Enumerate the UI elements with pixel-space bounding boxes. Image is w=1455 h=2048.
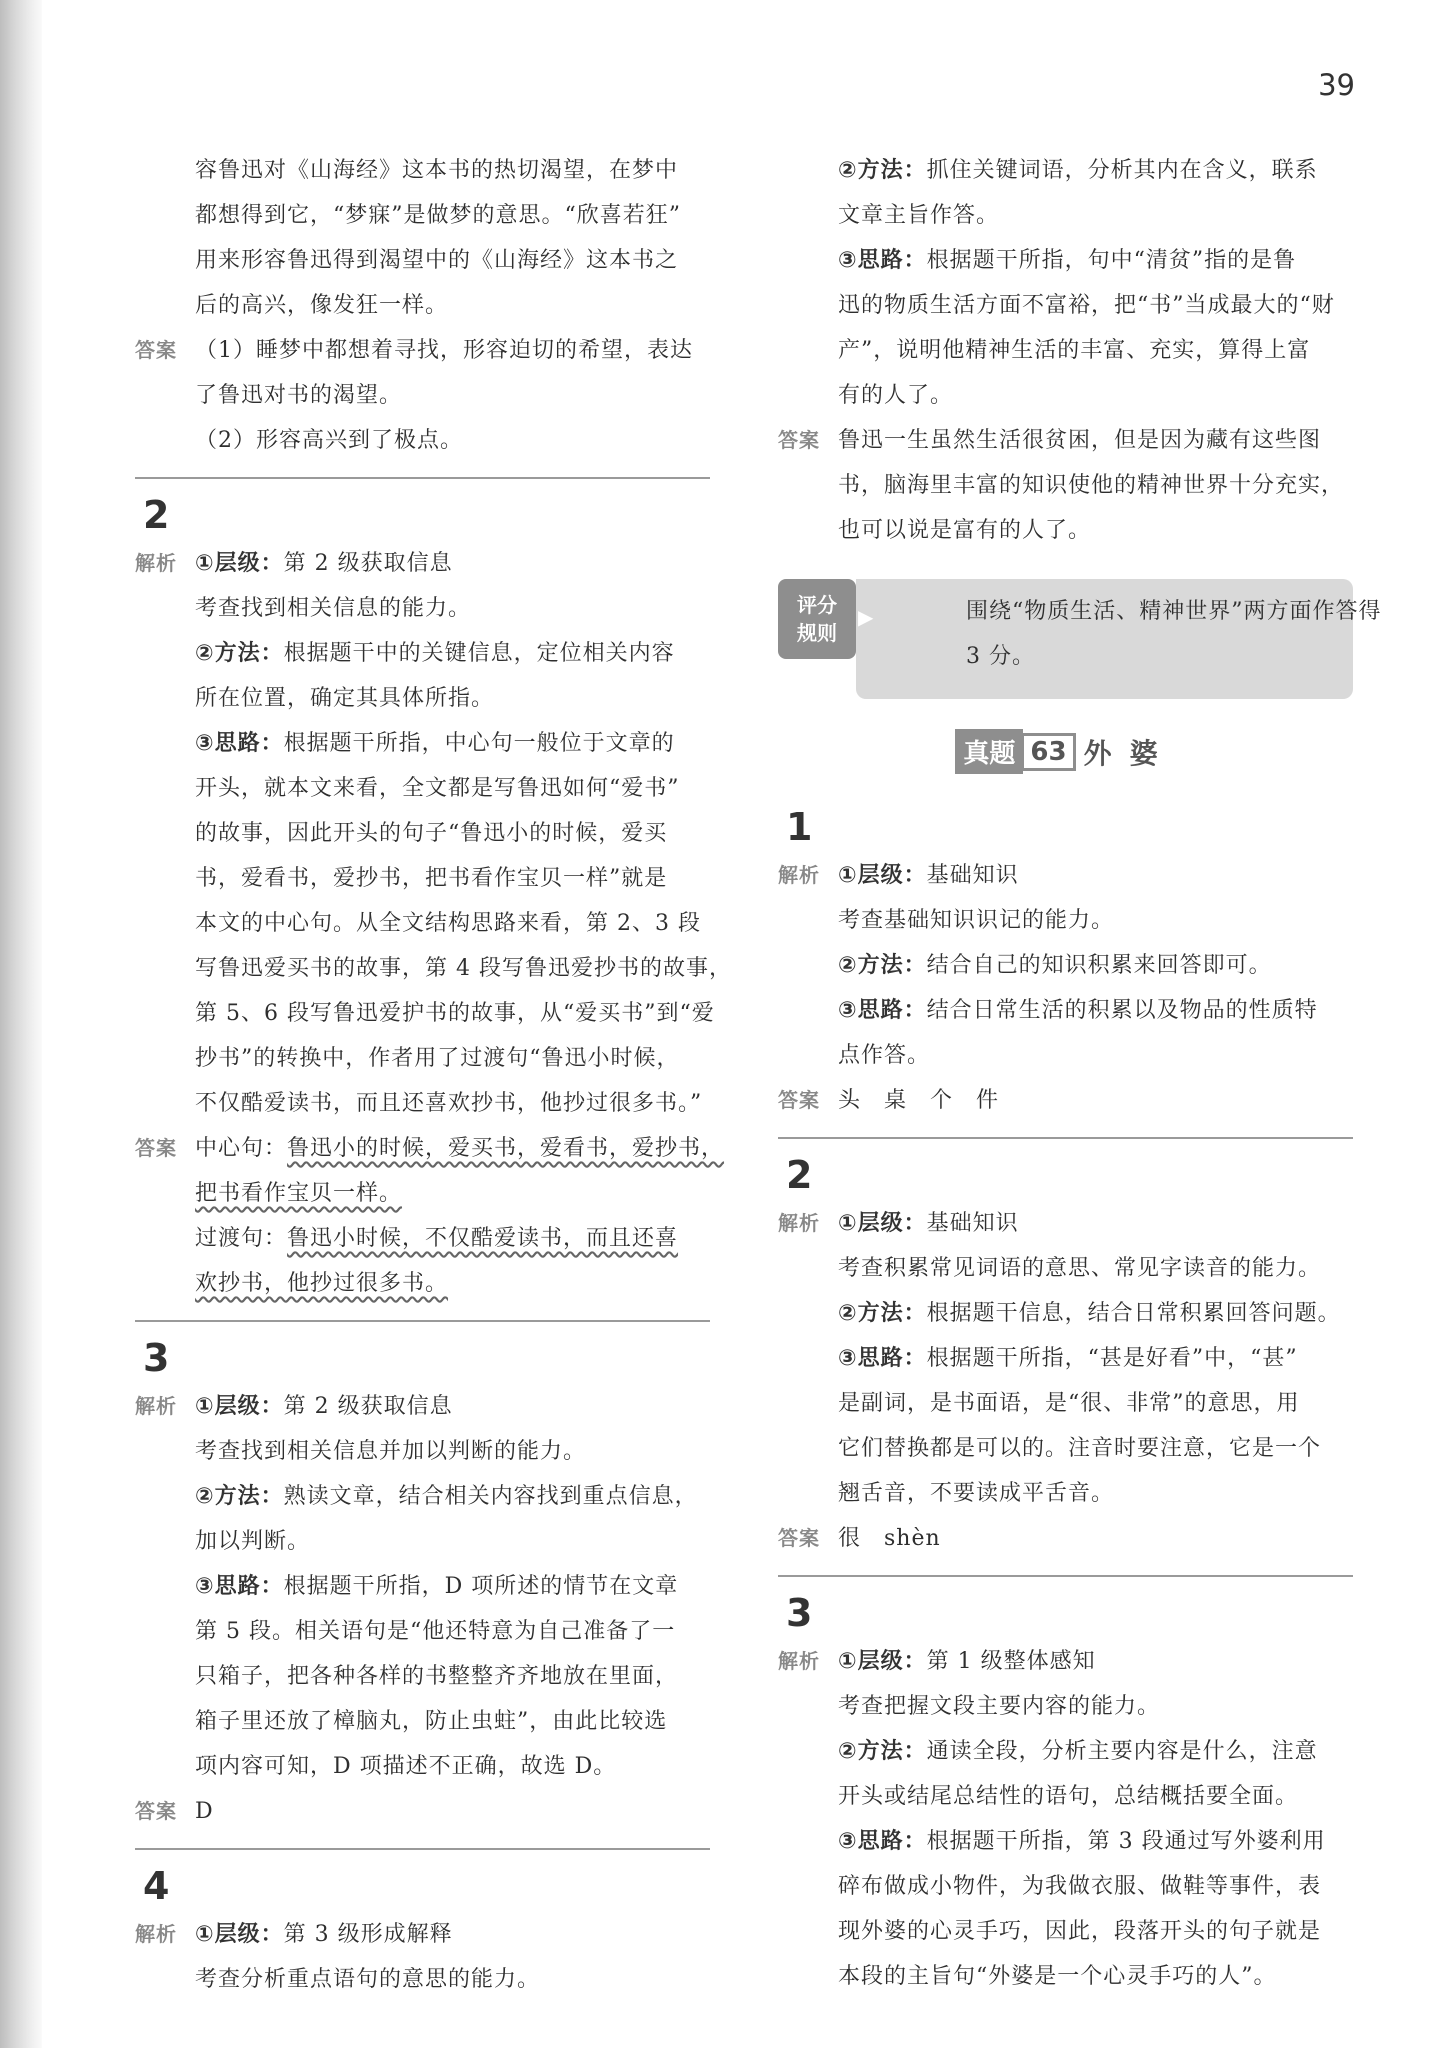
idea-line: 是副词，是书面语，是“很、非常”的意思，用 bbox=[838, 1391, 1300, 1416]
section-divider bbox=[135, 1848, 710, 1850]
answer-line: 答案 很 shèn bbox=[778, 1516, 1353, 1561]
method-line: ②方法：根据题干中的关键信息，定位相关内容 bbox=[195, 641, 675, 666]
idea-line: 写鲁迅爱买书的故事，第 4 段写鲁迅爱抄书的故事， bbox=[195, 956, 732, 981]
method-line: ②方法：根据题干信息，结合日常积累回答问题。 bbox=[838, 1301, 1341, 1326]
section-divider bbox=[135, 1320, 710, 1322]
idea-line: ③思路：根据题干所指，第 3 段通过写外婆利用 bbox=[838, 1829, 1326, 1854]
section-divider bbox=[778, 1575, 1353, 1577]
question-number: 2 bbox=[786, 1153, 813, 1197]
method-line: ②方法：熟读文章，结合相关内容找到重点信息， bbox=[195, 1484, 698, 1509]
exam-number: 63 bbox=[1021, 733, 1075, 771]
idea-line: 翘舌音，不要读成平舌音。 bbox=[838, 1481, 1115, 1506]
analysis-label: 解析 bbox=[135, 1394, 177, 1418]
scoring-rule-line: 3 分。 bbox=[966, 644, 1035, 669]
section-divider bbox=[135, 477, 710, 479]
idea-line: 有的人了。 bbox=[838, 383, 954, 408]
analysis-level: 解析 ①层级：基础知识 bbox=[778, 1201, 1353, 1246]
answer-label: 答案 bbox=[778, 428, 820, 452]
answer-label: 答案 bbox=[135, 1799, 177, 1823]
answer-label: 答案 bbox=[778, 1088, 820, 1112]
level-desc: 考查把握文段主要内容的能力。 bbox=[838, 1694, 1161, 1719]
idea-line: 书，爱看书，爱抄书，把书看作宝贝一样”就是 bbox=[195, 866, 668, 891]
idea-line: 本文的中心句。从全文结构思路来看，第 2、3 段 bbox=[195, 911, 701, 936]
analysis-label: 解析 bbox=[778, 1211, 820, 1235]
level-desc: 考查基础知识识记的能力。 bbox=[838, 908, 1115, 933]
method-line: 加以判断。 bbox=[195, 1529, 311, 1554]
question-number: 1 bbox=[786, 805, 813, 849]
analysis-level: 解析 ①层级：第 3 级形成解释 bbox=[135, 1912, 710, 1957]
method-line: ②方法：抓住关键词语，分析其内在含义，联系 bbox=[838, 158, 1318, 183]
page-number: 39 bbox=[1318, 68, 1355, 102]
idea-line: ③思路：结合日常生活的积累以及物品的性质特 bbox=[838, 998, 1318, 1023]
scoring-rule-line: 围绕“物质生活、精神世界”两方面作答得 bbox=[966, 599, 1382, 624]
idea-line: 碎布做成小物件，为我做衣服、做鞋等事件，表 bbox=[838, 1874, 1322, 1899]
idea-line: ③思路：根据题干所指，句中“清贫”指的是鲁 bbox=[838, 248, 1297, 273]
scoring-rule-text bbox=[966, 589, 1382, 679]
scoring-rule-label-1: 评分 bbox=[797, 593, 837, 617]
answer-label: 答案 bbox=[135, 1136, 177, 1160]
intro-line: 用来形容鲁迅得到渴望中的《山海经》这本书之 bbox=[195, 248, 679, 273]
intro-line: 容鲁迅对《山海经》这本书的热切渴望，在梦中 bbox=[195, 158, 679, 183]
method-line: 所在位置，确定其具体所指。 bbox=[195, 686, 495, 711]
idea-line: 迅的物质生活方面不富裕，把“书”当成最大的“财 bbox=[838, 293, 1335, 318]
left-column bbox=[135, 148, 732, 2002]
book-spine-shadow bbox=[0, 0, 42, 2048]
method-line: ②方法：结合自己的知识积累来回答即可。 bbox=[838, 953, 1272, 978]
intro-line: 后的高兴，像发狂一样。 bbox=[195, 293, 449, 318]
idea-line: 只箱子，把各种各样的书整整齐齐地放在里面， bbox=[195, 1664, 679, 1689]
intro-line: 都想得到它，“梦寐”是做梦的意思。“欣喜若狂” bbox=[195, 203, 681, 228]
level-desc: 考查找到相关信息并加以判断的能力。 bbox=[195, 1439, 587, 1464]
idea-line: 第 5、6 段写鲁迅爱护书的故事，从“爱买书”到“爱 bbox=[195, 1001, 715, 1026]
idea-line: 现外婆的心灵手巧，因此，段落开头的句子就是 bbox=[838, 1919, 1322, 1944]
level-desc: 考查积累常见词语的意思、常见字读音的能力。 bbox=[838, 1256, 1322, 1281]
answer-line: 书，脑海里丰富的知识使他的精神世界十分充实， bbox=[838, 473, 1345, 498]
question-number: 3 bbox=[786, 1591, 813, 1635]
answer-line: 答案 头 桌 个 件 bbox=[778, 1078, 1353, 1123]
answer-line: 答案 （1）睡梦中都想着寻找，形容迫切的希望，表达 bbox=[135, 328, 710, 373]
idea-line: 不仅酷爱读书，而且还喜欢抄书，他抄过很多书。” bbox=[195, 1091, 703, 1116]
exam-tag: 真题 bbox=[955, 729, 1023, 774]
level-desc: 考查找到相关信息的能力。 bbox=[195, 596, 472, 621]
idea-line: ③思路：根据题干所指，D 项所述的情节在文章 bbox=[195, 1574, 679, 1599]
answer-line: 答案 D bbox=[135, 1789, 710, 1834]
idea-line: 产”，说明他精神生活的丰富、充实，算得上富 bbox=[838, 338, 1311, 363]
idea-line: ③思路：根据题干所指，“甚是好看”中，“甚” bbox=[838, 1346, 1298, 1371]
scoring-rule-tag bbox=[778, 579, 856, 659]
idea-line: 的故事，因此开头的句子“鲁迅小的时候，爱买 bbox=[195, 821, 668, 846]
section-divider bbox=[778, 1137, 1353, 1139]
answer-line: 过渡句：鲁迅小时候，不仅酷爱读书，而且还喜 bbox=[195, 1226, 679, 1251]
analysis-level: 解析 ①层级：第 2 级获取信息 bbox=[135, 541, 710, 586]
idea-line: 它们替换都是可以的。注音时要注意，它是一个 bbox=[838, 1436, 1322, 1461]
arrow-right-icon: ▶ bbox=[858, 605, 874, 629]
idea-line: 本段的主旨句“外婆是一个心灵手巧的人”。 bbox=[838, 1964, 1277, 1989]
idea-line: 箱子里还放了樟脑丸，防止虫蛀”，由此比较选 bbox=[195, 1709, 668, 1734]
analysis-level: 解析 ①层级：基础知识 bbox=[778, 853, 1353, 898]
answer-line: 了鲁迅对书的渴望。 bbox=[195, 383, 403, 408]
question-number: 3 bbox=[143, 1336, 170, 1380]
analysis-label: 解析 bbox=[778, 863, 820, 887]
analysis-level: 解析 ①层级：第 2 级获取信息 bbox=[135, 1384, 710, 1429]
level-desc: 考查分析重点语句的意思的能力。 bbox=[195, 1967, 541, 1992]
right-column bbox=[778, 148, 1382, 1999]
exam-name: 外婆 bbox=[1083, 736, 1176, 770]
method-line: 文章主旨作答。 bbox=[838, 203, 1000, 228]
answer-label: 答案 bbox=[135, 338, 177, 362]
idea-line: 第 5 段。相关语句是“他还特意为自己准备了一 bbox=[195, 1619, 676, 1644]
analysis-label: 解析 bbox=[778, 1649, 820, 1673]
answer-label: 答案 bbox=[778, 1526, 820, 1550]
analysis-level: 解析 ①层级：第 1 级整体感知 bbox=[778, 1639, 1353, 1684]
answer-line: 答案 中心句：鲁迅小的时候，爱买书，爱看书，爱抄书， bbox=[135, 1126, 710, 1171]
answer-line: 也可以说是富有的人了。 bbox=[838, 518, 1092, 543]
scoring-rule-box bbox=[778, 579, 1382, 699]
analysis-label: 解析 bbox=[135, 1922, 177, 1946]
question-number: 4 bbox=[143, 1864, 170, 1908]
idea-line: 抄书”的转换中，作者用了过渡句“鲁迅小时候， bbox=[195, 1046, 680, 1071]
idea-line: 开头，就本文来看，全文都是写鲁迅如何“爱书” bbox=[195, 776, 680, 801]
idea-line: 点作答。 bbox=[838, 1043, 931, 1068]
answer-line: （2）形容高兴到了极点。 bbox=[195, 428, 463, 453]
answer-line: 把书看作宝贝一样。 bbox=[195, 1181, 403, 1206]
answer-line: 答案 鲁迅一生虽然生活很贫困，但是因为藏有这些图 bbox=[778, 418, 1353, 463]
analysis-label: 解析 bbox=[135, 551, 177, 575]
method-line: ②方法：通读全段，分析主要内容是什么，注意 bbox=[838, 1739, 1318, 1764]
question-number: 2 bbox=[143, 493, 170, 537]
scoring-rule-label-2: 规则 bbox=[797, 621, 837, 645]
idea-line: 项内容可知，D 项描述不正确，故选 D。 bbox=[195, 1754, 617, 1779]
scoring-rule-body bbox=[856, 579, 1382, 699]
answer-line: 欢抄书，他抄过很多书。 bbox=[195, 1271, 449, 1296]
idea-line: ③思路：根据题干所指，中心句一般位于文章的 bbox=[195, 731, 675, 756]
exam-title bbox=[778, 729, 1353, 779]
method-line: 开头或结尾总结性的语句，总结概括要全面。 bbox=[838, 1784, 1299, 1809]
